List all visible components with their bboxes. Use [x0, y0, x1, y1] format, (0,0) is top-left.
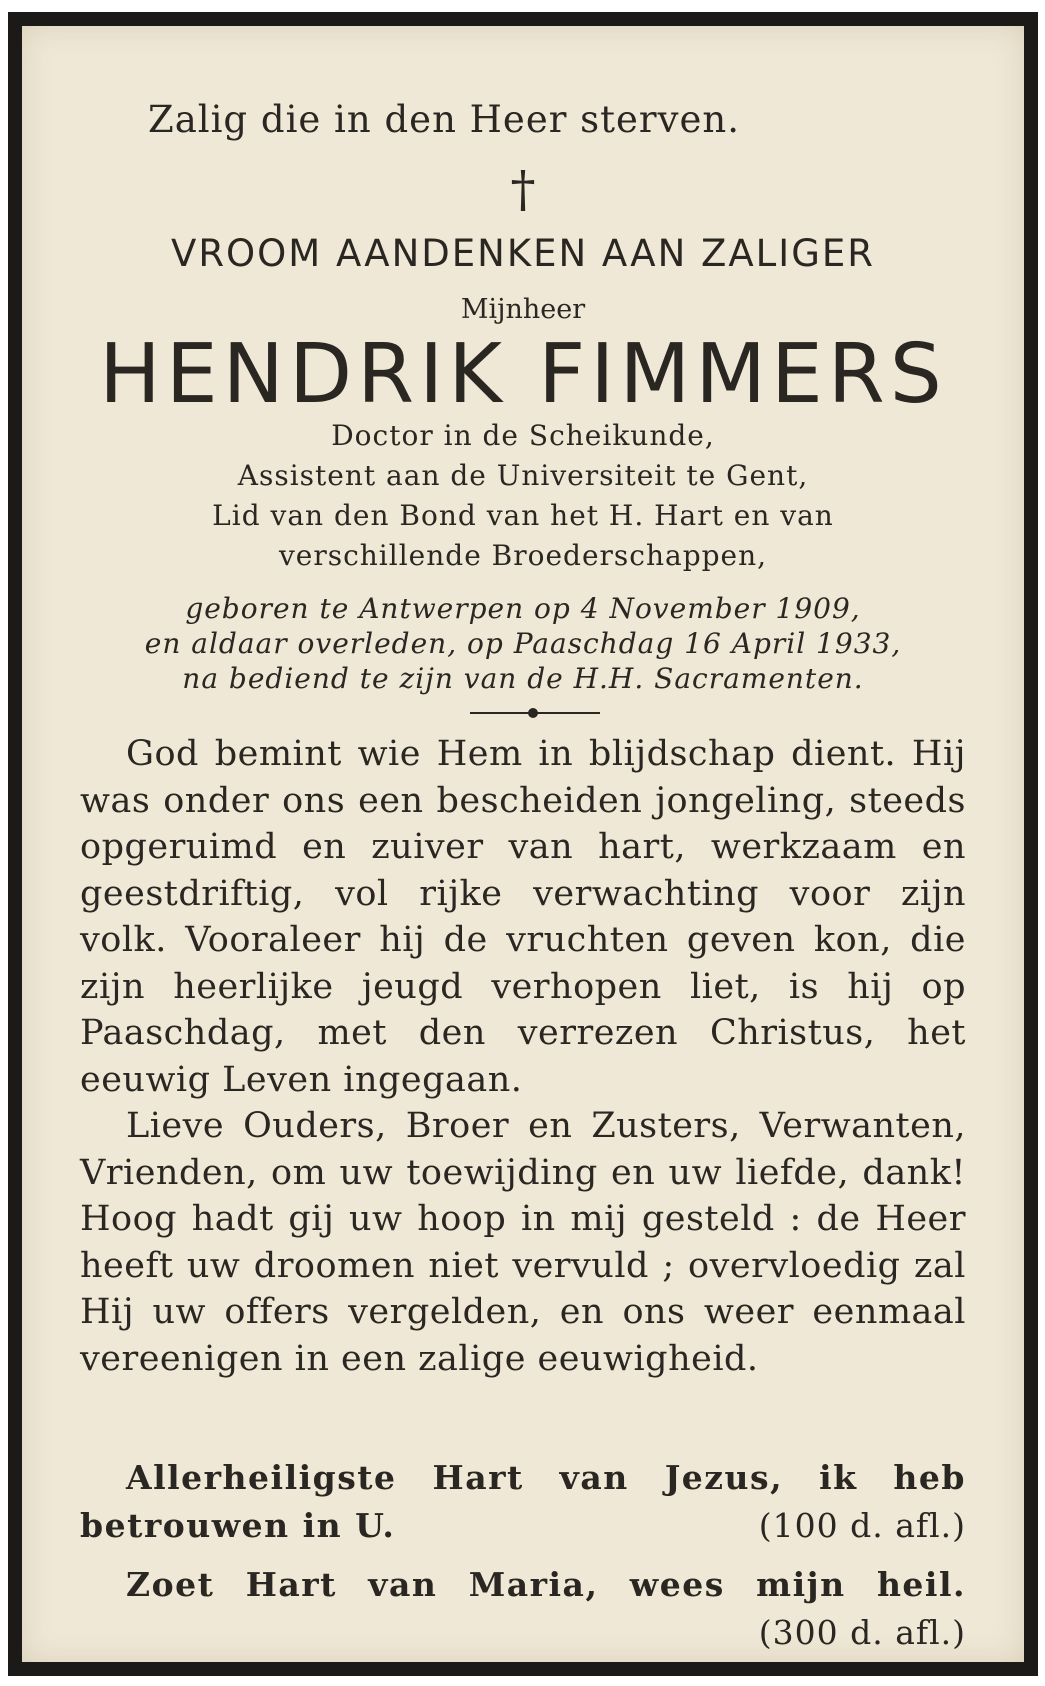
- divider-dot: [528, 708, 538, 718]
- prayer-line: Zoet Hart van Maria, wees mijn heil.: [126, 1565, 966, 1604]
- title-line: Assistent aan de Universiteit te Gent,: [237, 459, 809, 492]
- prayer-sacred-heart: [80, 1454, 966, 1550]
- honorific: Mijnheer: [460, 294, 586, 325]
- memorial-text: [80, 731, 966, 1382]
- deceased-name: HENDRIK FIMMERS: [99, 327, 947, 422]
- title-line: Lid van den Bond van het H. Hart en van: [212, 499, 834, 532]
- indulgence-note: (300 d. afl.): [758, 1613, 966, 1652]
- card-content: [80, 26, 966, 1662]
- heading: VROOM AANDENKEN AAN ZALIGER: [171, 232, 875, 275]
- motto: Zalig die in den Heer sterven.: [148, 98, 740, 141]
- prayer-mary: [80, 1561, 966, 1657]
- title-line: Doctor in de Scheikunde,: [331, 419, 715, 452]
- title-line: verschillende Broederschappen,: [278, 539, 768, 572]
- date-line: geboren te Antwerpen op 4 November 1909,: [185, 592, 861, 625]
- memorial-card: [8, 12, 1038, 1676]
- date-line: en aldaar overleden, op Paaschdag 16 April 1933,: [144, 627, 902, 660]
- prayer-line: betrouwen in U.: [80, 1506, 396, 1545]
- date-line: na bediend te zijn van de H.H. Sacramenten.: [182, 662, 864, 695]
- titles-block: [80, 416, 966, 576]
- ornamental-divider: [470, 712, 600, 714]
- prayer-row: [80, 1502, 966, 1550]
- paragraph: Lieve Ouders, Broer en Zusters, Verwanten, Vrienden, om uw toewijding en uw liefde, dank! Hoog hadt gij uw hoop in mij gesteld : de Heer heeft uw droomen niet vervuld ; overvloedig zal Hij uw offers vergelden, en ons weer eenmaal vereenigen in een zalige eeuwigheid.: [80, 1106, 966, 1379]
- indulgence-note: (100 d. afl.): [758, 1506, 966, 1545]
- prayer-line: Allerheiligste Hart van Jezus, ik heb: [126, 1458, 966, 1497]
- paragraph: God bemint wie Hem in blijdschap dient. Hij was onder ons een bescheiden jongeling, steeds opgeruimd en zuiver van hart, werkzaam en geestdriftig, vol rijke verwachting voor zijn volk. Vooraleer hij de vruchten geven kon, die zijn heerlijke jeugd verhopen liet, is hij op Paaschdag, met den verrezen Christus, het eeuwig Leven ingegaan.: [80, 734, 966, 1100]
- cross-icon: †: [510, 160, 536, 218]
- dates-block: [80, 591, 966, 696]
